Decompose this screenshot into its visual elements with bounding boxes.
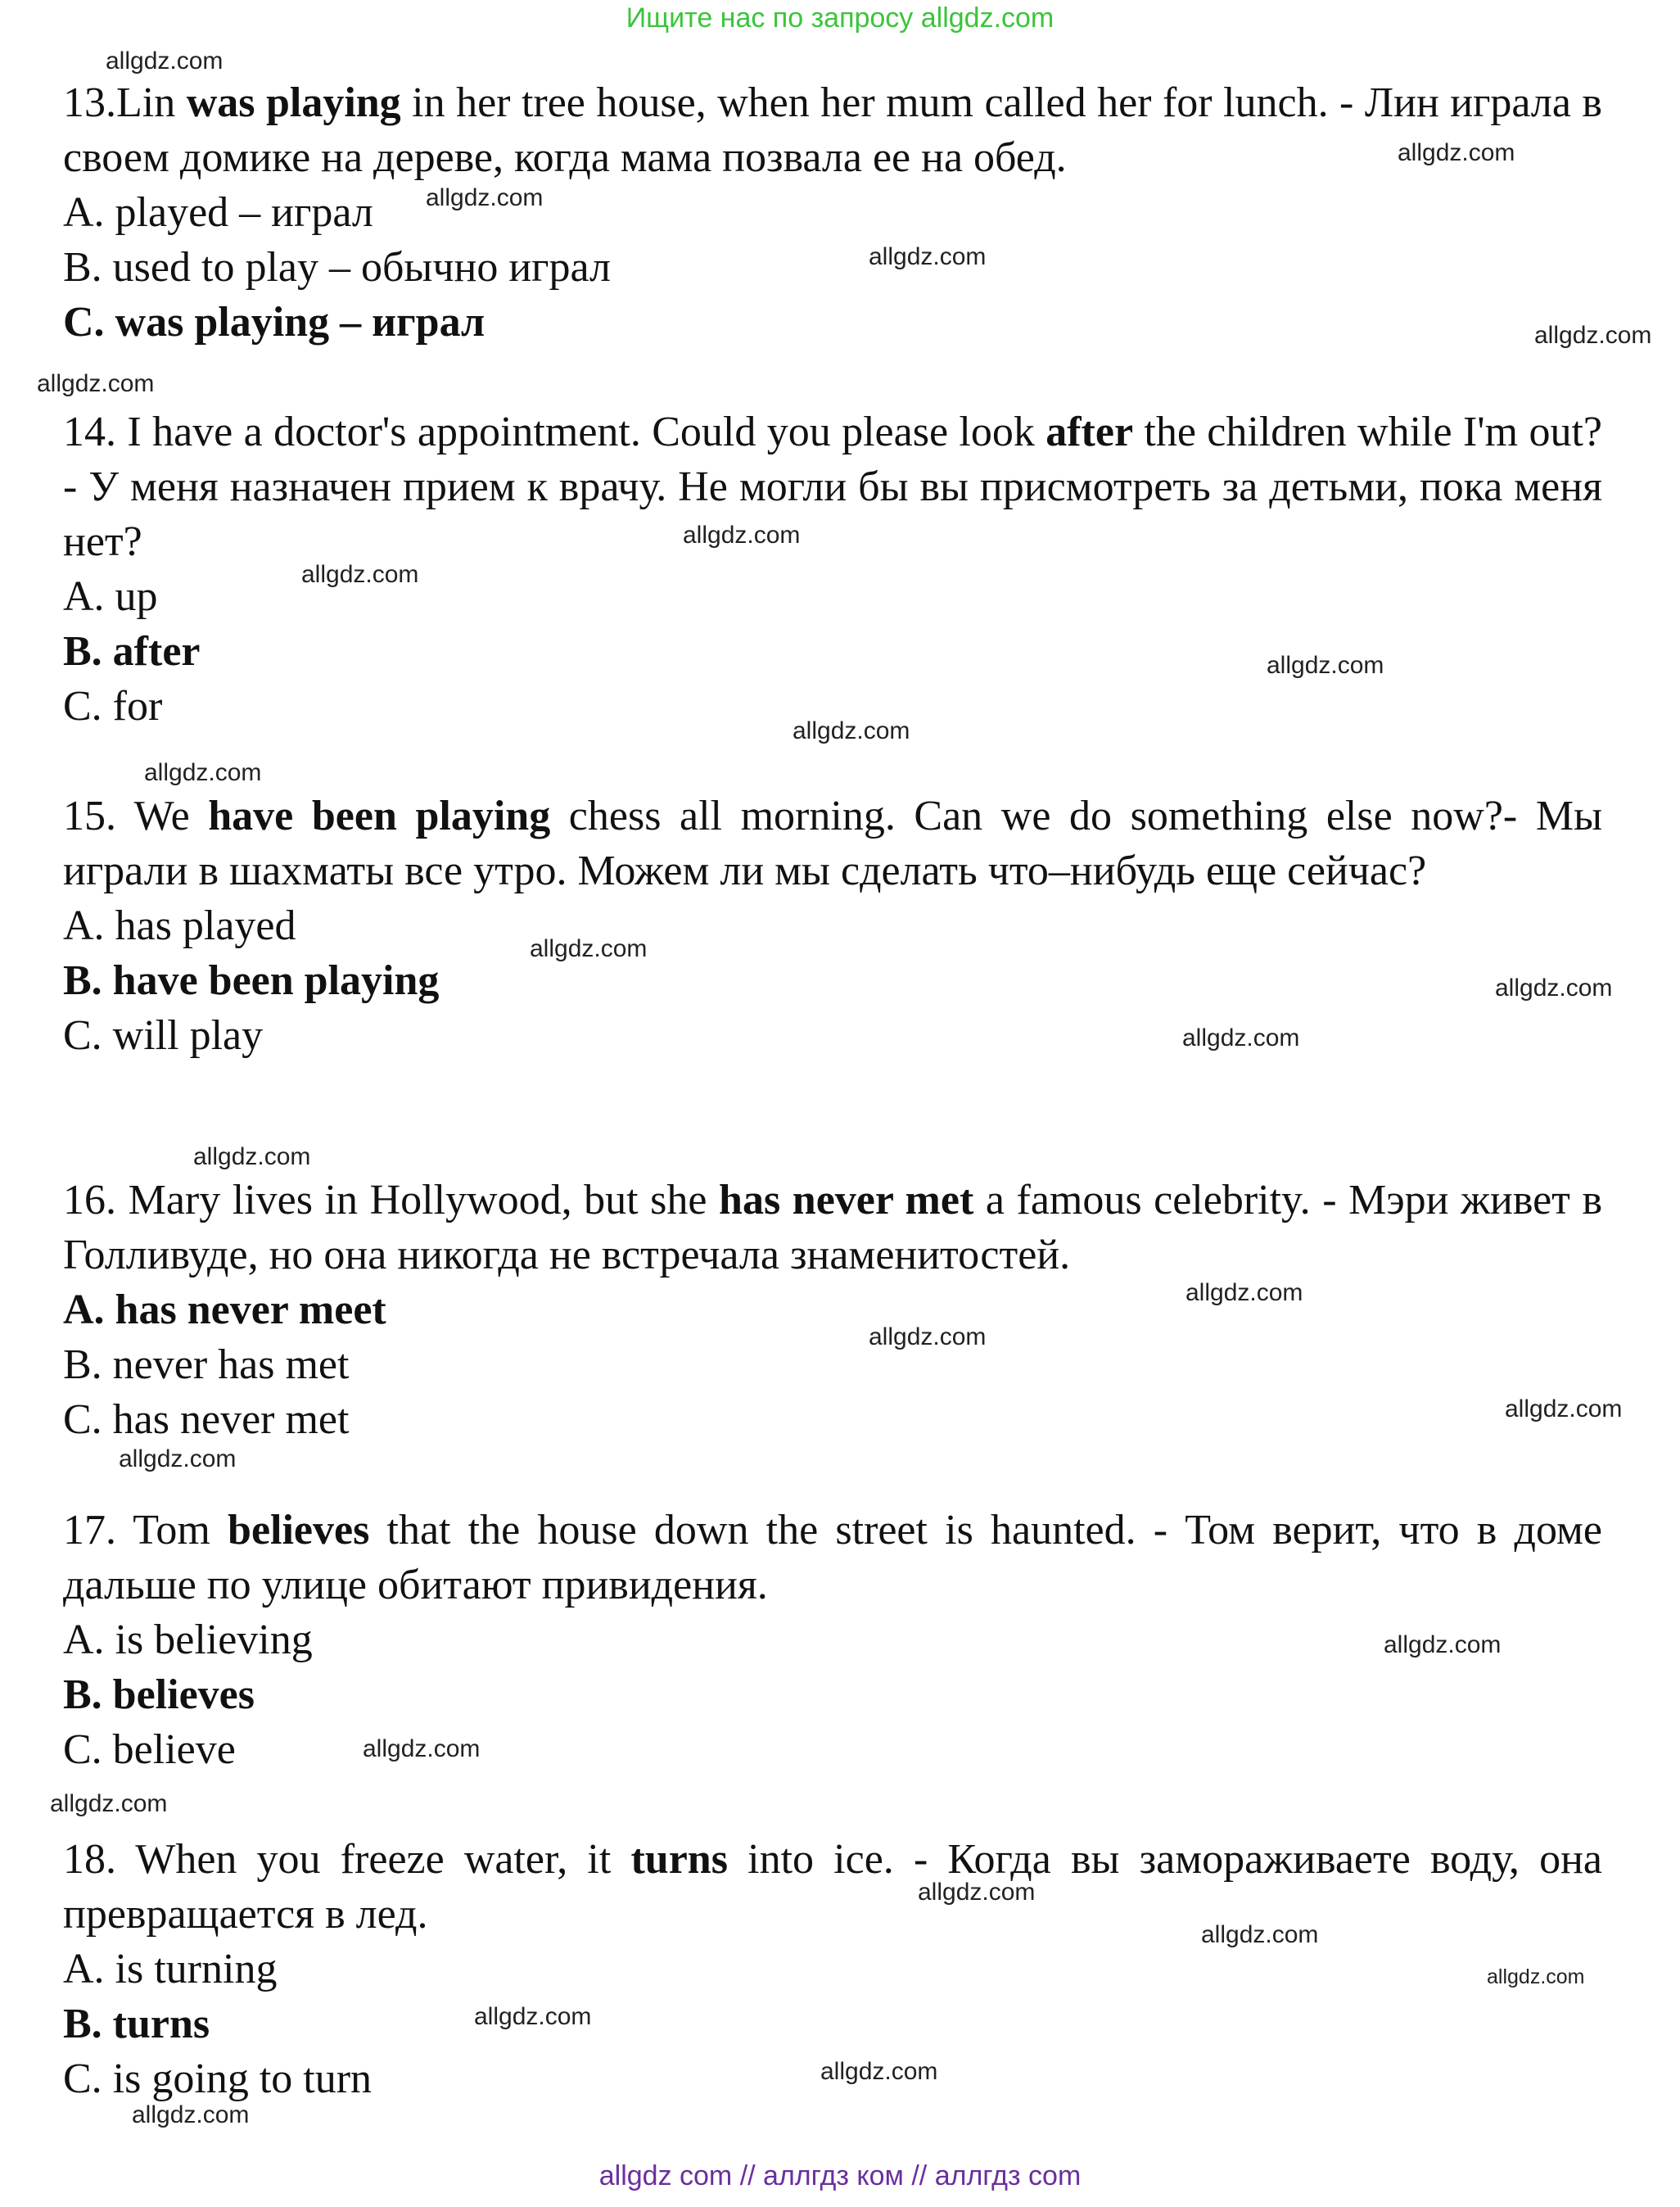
option-c: C. has never met bbox=[63, 1396, 350, 1443]
option-b: B. after bbox=[63, 628, 201, 675]
option-a: A. played – играл bbox=[63, 189, 373, 236]
watermark: allgdz.com bbox=[530, 935, 648, 962]
watermark: allgdz.com bbox=[37, 370, 155, 397]
question-number: 18. bbox=[63, 1836, 136, 1883]
watermark: allgdz.com bbox=[144, 759, 262, 786]
key-phrase: turns bbox=[630, 1836, 728, 1883]
watermark: allgdz.com bbox=[1495, 975, 1613, 1002]
option-c: C. is going to turn bbox=[63, 2055, 373, 2102]
question-number: 14. bbox=[63, 409, 128, 455]
question-number: 13. bbox=[63, 79, 116, 126]
question-17 bbox=[63, 1503, 1602, 1777]
key-phrase: was playing bbox=[186, 79, 401, 126]
watermark: allgdz.com bbox=[869, 243, 987, 270]
watermark: allgdz.com bbox=[1398, 139, 1515, 166]
option-b: B. never has met bbox=[63, 1341, 350, 1388]
question-text: 15. We have been playing chess all morning. Can we do something else now?- Мы играли в шахматы все утро. Можем ли мы сделать что–нибудь еще сейчас? bbox=[63, 793, 1603, 894]
option-a: A. up bbox=[63, 573, 158, 620]
option-b: B. used to play – обычно играл bbox=[63, 244, 611, 291]
option-b: B. believes bbox=[63, 1671, 255, 1718]
key-phrase: believes bbox=[228, 1507, 370, 1553]
option-a: A. has played bbox=[63, 902, 296, 949]
bottom-banner: allgdz com // аллгдз ком // аллгдз com bbox=[598, 2160, 1082, 2191]
watermark: allgdz.com bbox=[1185, 1279, 1303, 1306]
option-c: C. believe bbox=[63, 1726, 236, 1773]
watermark: allgdz.com bbox=[1487, 1965, 1585, 1988]
question-text: 16. Mary lives in Hollywood, but she has never met a famous celebrity. - Мэри живет в Голливуде, но она никогда не встречала знаменитостей. bbox=[63, 1177, 1603, 1278]
question-text: 18. When you freeze water, it turns into ice. - Когда вы замораживаете воду, она превращается в лед. bbox=[63, 1836, 1603, 1938]
question-18 bbox=[63, 1832, 1602, 2106]
option-c: C. will play bbox=[63, 1012, 264, 1059]
question-number: 17. bbox=[63, 1507, 133, 1553]
watermark: allgdz.com bbox=[106, 47, 224, 75]
watermark: allgdz.com bbox=[793, 717, 910, 744]
question-15 bbox=[63, 789, 1602, 1063]
question-text: 14. I have a doctor's appointment. Could you please look after the children while I'm out? - У меня назначен прием к врачу. Не могли бы вы присмотреть за детьми, пока меня нет? bbox=[63, 409, 1602, 565]
question-text: 13.Lin was playing in her tree house, when her mum called her for lunch. - Лин играла в своем домике на дереве, когда мама позвала ее на обед. bbox=[63, 79, 1602, 181]
watermark: allgdz.com bbox=[50, 1790, 168, 1817]
option-c: C. for bbox=[63, 683, 163, 730]
question-16 bbox=[63, 1173, 1602, 1447]
watermark: allgdz.com bbox=[1534, 322, 1652, 349]
question-number: 15. bbox=[63, 793, 134, 839]
option-b: B. turns bbox=[63, 2001, 210, 2047]
top-banner: Ищите нас по запросу allgdz.com bbox=[625, 2, 1055, 34]
option-b: B. have been playing bbox=[63, 957, 440, 1004]
watermark: allgdz.com bbox=[119, 1445, 237, 1472]
option-a: A. has never meet bbox=[63, 1287, 386, 1333]
watermark: allgdz.com bbox=[1384, 1631, 1502, 1658]
watermark: allgdz.com bbox=[683, 522, 801, 549]
question-14 bbox=[63, 405, 1602, 734]
question-number: 16. bbox=[63, 1177, 129, 1223]
watermark: allgdz.com bbox=[820, 2058, 938, 2085]
watermark: allgdz.com bbox=[132, 2101, 250, 2128]
option-a: A. is believing bbox=[63, 1617, 313, 1663]
option-a: A. is turning bbox=[63, 1946, 278, 1992]
key-phrase: has never met bbox=[719, 1177, 974, 1223]
watermark: allgdz.com bbox=[1267, 652, 1384, 679]
watermark: allgdz.com bbox=[301, 561, 419, 588]
question-13 bbox=[63, 75, 1602, 350]
key-phrase: after bbox=[1045, 409, 1134, 455]
option-c: C. was playing – играл bbox=[63, 299, 485, 346]
watermark: allgdz.com bbox=[918, 1879, 1036, 1906]
watermark: allgdz.com bbox=[426, 184, 544, 211]
watermark: allgdz.com bbox=[1505, 1395, 1623, 1422]
watermark: allgdz.com bbox=[1201, 1921, 1319, 1948]
watermark: allgdz.com bbox=[193, 1143, 311, 1170]
question-text: 17. Tom believes that the house down the street is haunted. - Том верит, что в доме дальше по улице обитают привидения. bbox=[63, 1507, 1602, 1608]
watermark: allgdz.com bbox=[1182, 1024, 1300, 1051]
watermark: allgdz.com bbox=[363, 1735, 481, 1762]
key-phrase: have been playing bbox=[208, 793, 551, 839]
watermark: allgdz.com bbox=[474, 2003, 592, 2030]
watermark: allgdz.com bbox=[869, 1323, 987, 1350]
